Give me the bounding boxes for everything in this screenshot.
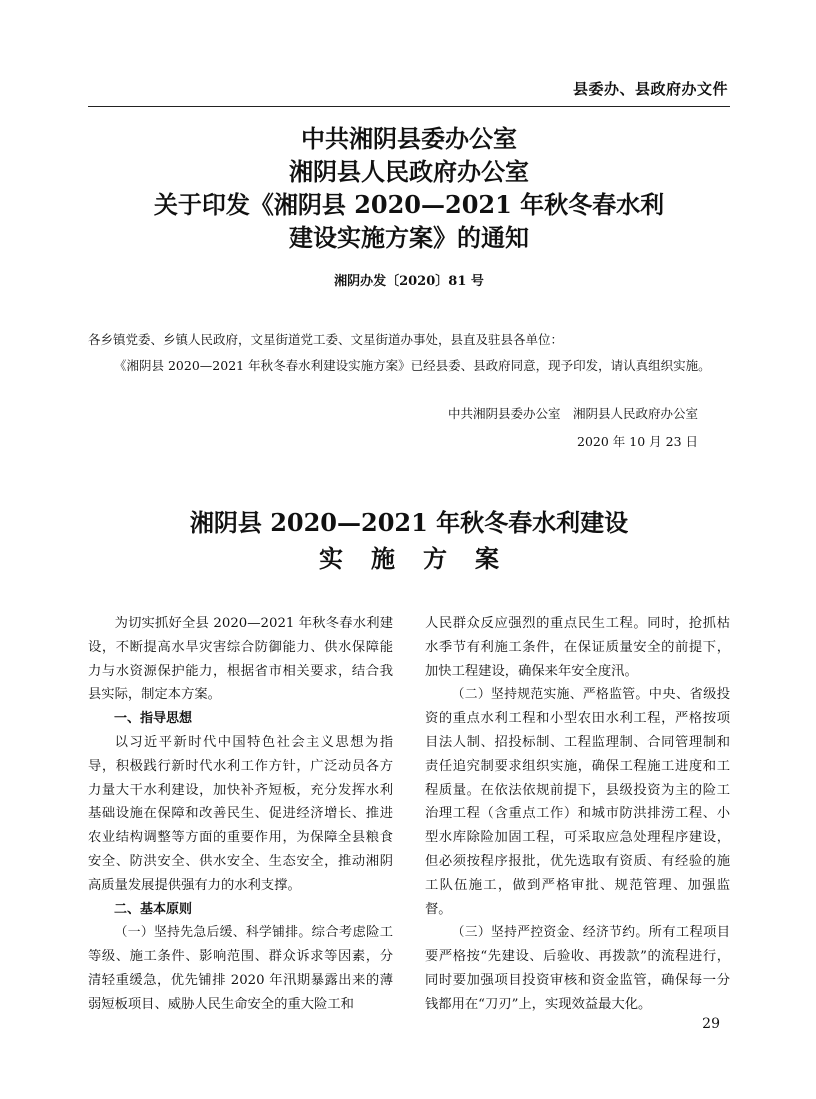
notice-title-line: 关于印发《湘阴县 2020—2021 年秋冬春水利 [153, 190, 665, 219]
section-heading: 一、指导思想 [114, 711, 193, 727]
section-heading: 二、基本原则 [114, 901, 193, 917]
principle-lead: （三）坚持严控资金、经济节约。 [451, 925, 649, 941]
notice-title [88, 122, 730, 254]
document-number: 湘阴办发〔2020〕81 号 [334, 274, 484, 289]
principle-paragraph [88, 921, 393, 1016]
principle-continuation: 人民群众反应强烈的重点民生工程。同时，抢抓枯水季节有利施工条件，在保证质量安全的前提下，加快工程建设，确保来年安全度汛。 [425, 616, 730, 679]
notice-title-line: 中共湘阴县委办公室 [301, 124, 517, 153]
plan-intro: 为切实抓好全县 2020—2021 年秋冬春水利建设，不断提高水旱灾害综合防御能力、供水保障能力与水资源保护能力，根据省市相关要求，结合我县实际，制定本方案。 [88, 616, 393, 703]
notice-title-line: 湘阴县人民政府办公室 [289, 157, 529, 186]
principle-lead: （二）坚持规范实施、严格监管。 [451, 687, 649, 703]
notice-addressee: 各乡镇党委、乡镇人民政府，文星街道党工委、文星街道办事处，县直及驻县各单位： [88, 332, 564, 347]
notice-title-line: 建设实施方案》的通知 [289, 223, 529, 252]
header-divider [88, 106, 730, 107]
right-column [425, 612, 730, 1017]
plan-title-line: 实施方案 [319, 544, 527, 573]
notice-body: 《湘阴县 2020—2021 年秋冬春水利建设实施方案》已经县委、县政府同意，现予印发，请认真组织实施。 [114, 358, 711, 373]
plan-title-line: 湘阴县 2020—2021 年秋冬春水利建设 [189, 508, 629, 537]
principle-text: 综合考虑险工等级、施工条件、影响范围、群众诉求等因素，分清轻重缓急，优先铺排 2020 年汛期暴露出来的薄弱短板项目、威胁人民生命安全的重大险工和 [88, 925, 394, 1012]
document-category-label: 县委办、县政府办文件 [572, 80, 728, 98]
section-paragraph: 以习近平新时代中国特色社会主义思想为指导，积极践行新时代水利工作方针，广泛动员各方力量大干水利建设，加快补齐短板，充分发挥水利基础设施在保障和改善民生、促进经济增长、推进农业结构调整等方面的重要作用，为保障全县粮食安全、防洪安全、供水安全、生态安全，推动湘阴高质量发展提供强有力的水利支撑。 [88, 734, 393, 893]
notice-date: 2020 年 10 月 23 日 [577, 434, 698, 449]
notice-signer: 中共湘阴县委办公室 湘阴县人民政府办公室 [447, 406, 698, 421]
page-number: 29 [702, 1016, 720, 1032]
plan-body-columns [88, 612, 730, 1017]
principle-text: 中央、省级投资的重点水利工程和小型农田水利工程，严格按项目法人制、招投标制、工程监理制、合同管理制和责任追究制要求组织实施，确保工程施工进度和工程质量。在依法依规前提下，县级投资为主的险工治理工程（含重点工作）和城市防洪排涝工程、小型水库除险加固工程，可采取应急处理程序建设，但必须按程序报批，优先选取有资质、有经验的施工队伍施工，做到严格审批、规范管理、加强监督。 [425, 687, 731, 917]
principle-paragraph [425, 683, 730, 921]
principle-paragraph [425, 921, 730, 1016]
plan-title [88, 505, 730, 577]
principle-lead: （一）坚持先急后缓、科学铺排。 [114, 925, 312, 941]
left-column [88, 612, 393, 1017]
principle-text: 所有工程项目要严格按“先建设、后验收、再拨款”的流程进行，同时要加强项目投资审核和资金监管，确保每一分钱都用在“刀刃”上，实现效益最大化。 [425, 925, 731, 1012]
